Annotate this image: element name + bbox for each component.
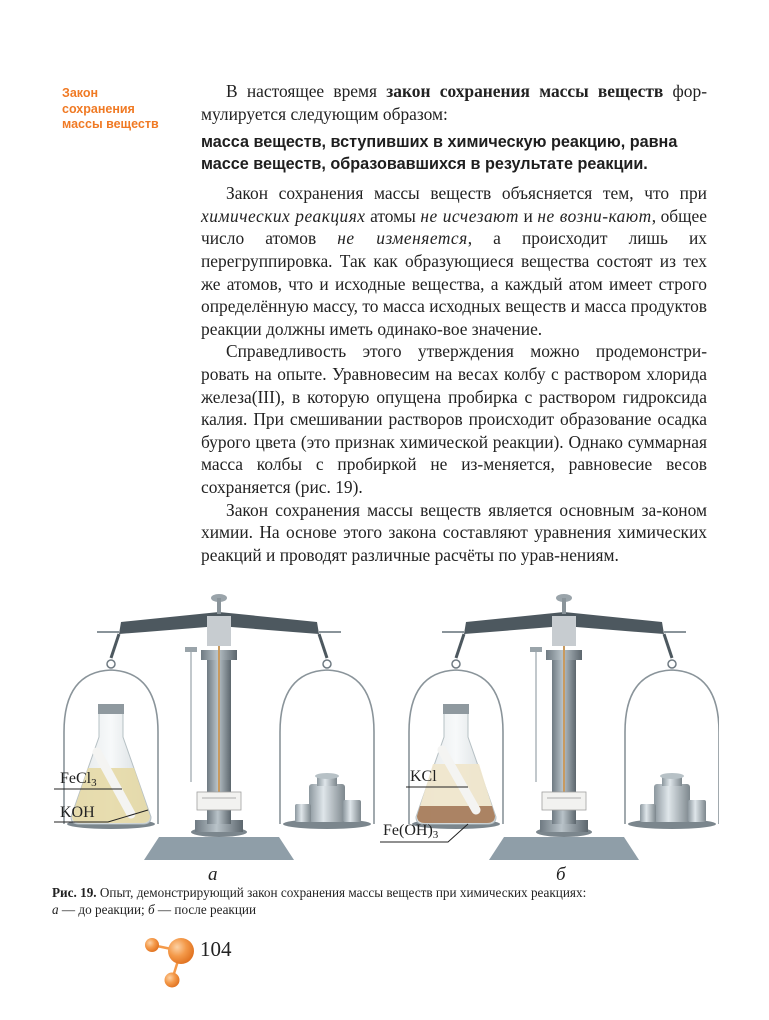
molecule-icon xyxy=(140,934,200,994)
caption-line-1 xyxy=(52,884,724,901)
caption-text: Опыт, демонстрирующий закон сохранения массы веществ при химических реакциях: xyxy=(96,885,587,900)
label-koh: KOH xyxy=(60,804,95,821)
text-run: и xyxy=(519,205,538,226)
label-fecl3 xyxy=(60,770,97,789)
italic-run: химических реакциях xyxy=(201,205,366,226)
page-number: 104 xyxy=(200,937,232,961)
experiment-paragraph: Справедливость этого утверждения можно продемонстри-ровать на опыте. Уравновесим на весах колбу с раствором хлорида железа(III), в которую опущена пробирка с раствором гидроксида калия. При смешивании растворов происходит образование осадка бурого цвета (это признак химической реакции). Однако суммарная масса колбы с пробиркой не из-меняется, равновесие весов сохраняется (рис. 19). xyxy=(201,341,707,497)
caption-line-2 xyxy=(52,901,724,918)
label-fecl3-sub: 3 xyxy=(91,777,97,789)
italic-run: не изменяется xyxy=(337,228,468,249)
caption-text: — до реакции; xyxy=(58,902,148,917)
margin-heading-line: сохранения xyxy=(62,101,135,116)
main-text xyxy=(201,80,707,566)
subfigure-letter-a: а xyxy=(208,864,218,885)
balance-after-reaction xyxy=(409,594,719,860)
balance-before-reaction xyxy=(64,594,374,860)
label-feoh3-main: Fe(OH) xyxy=(383,822,433,839)
subfigure-letter-b: б xyxy=(556,864,566,885)
caption-letter-a: а xyxy=(52,902,59,917)
figure-caption xyxy=(52,884,724,918)
intro-text-end: фор-мулируется следующим образом: xyxy=(201,81,707,124)
law-statement-line: масса веществ, вступивших в химическую реакцию, равна xyxy=(201,133,678,152)
italic-run: не возни-кают xyxy=(537,205,652,226)
margin-heading-line: массы веществ xyxy=(62,117,159,131)
text-run: Закон сохранения массы веществ объясняется тем, что при xyxy=(226,183,707,204)
caption-text: — после реакции xyxy=(154,902,257,917)
italic-run: не исчезают xyxy=(420,205,519,226)
law-statement-line: массе веществ, образовавшихся в результате реакции. xyxy=(201,155,648,174)
caption-letter-b: б xyxy=(147,902,155,917)
margin-heading-line: Закон xyxy=(62,86,99,100)
conclusion-paragraph: Закон сохранения массы веществ является основным за-коном химии. На основе этого закона составляют уравнения химических реакций и проводят различные расчёты по урав-нениям. xyxy=(201,499,707,565)
law-statement xyxy=(201,131,707,175)
margin-heading xyxy=(62,86,192,133)
text-run: атомы xyxy=(365,205,421,226)
flask-after xyxy=(416,704,496,824)
label-kcl: KCl xyxy=(410,768,437,785)
explanation-paragraph xyxy=(201,182,707,340)
intro-text: В настоящее время xyxy=(226,81,387,101)
law-term: закон сохранения массы веществ xyxy=(386,81,664,101)
label-feoh3-sub: 3 xyxy=(432,829,439,841)
text-run: , общее число атомов xyxy=(201,205,707,249)
caption-figure-number: Рис. 19. xyxy=(52,885,97,900)
text-run: , а происходит лишь их перегруппировка. Так как образующиеся вещества состоят из тех же атомов, что и исходные вещества, а каждый атом имеет строго определённую массу, то масса исходных веществ и масса продуктов реакции должны иметь одинако-вое значение. xyxy=(201,228,707,339)
label-fecl3-main: FeCl xyxy=(60,770,92,787)
intro-paragraph xyxy=(201,80,707,125)
label-feoh3 xyxy=(383,822,438,841)
